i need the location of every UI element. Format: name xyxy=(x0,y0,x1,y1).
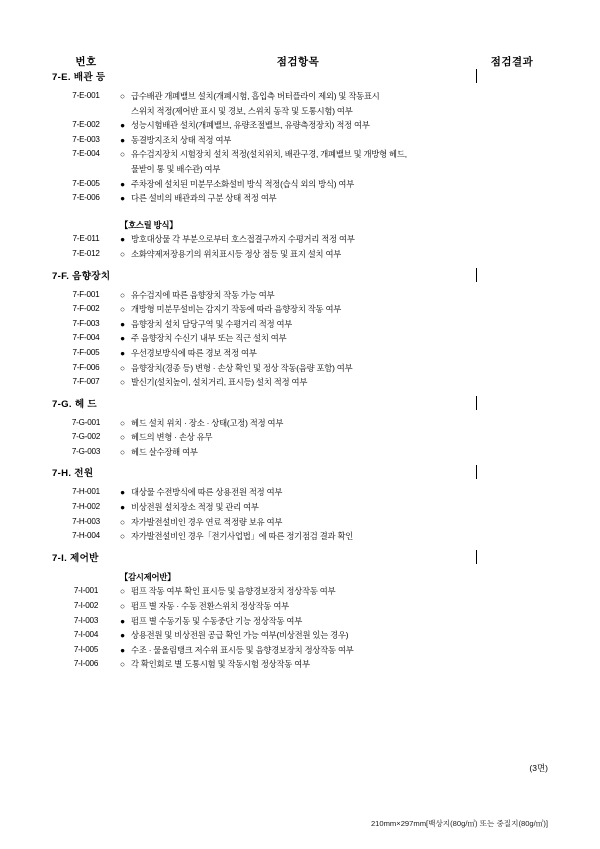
item-subheading: 【호스릴 방식】 xyxy=(120,219,178,230)
inspection-table xyxy=(52,54,548,678)
item-text-span: 펌프 작동 여부 확인 표시등 및 음향경보장치 정상작동 여부 xyxy=(131,586,336,597)
item-number: 7-I-001 xyxy=(73,586,99,596)
item-text-span: 스위치 적정(제어반 표시 및 경보, 스위치 동작 및 도통시험) 여부 xyxy=(131,105,353,116)
item-number: 7-F-007 xyxy=(72,377,100,387)
open-circle-icon: ○ xyxy=(120,304,125,315)
paper-spec-note: 210mm×297mm[백상지(80g/㎡) 또는 중질지(80g/㎡)] xyxy=(370,819,548,828)
spacer xyxy=(52,218,120,233)
result-cell[interactable] xyxy=(476,410,548,466)
column-header-result: 점검결과 xyxy=(490,56,534,68)
open-circle-icon: ○ xyxy=(120,91,125,101)
filled-circle-icon: ● xyxy=(120,234,125,245)
item-text-span: 자가발전설비인 경우「전기사업법」에 따른 정기점검 결과 확인 xyxy=(131,531,354,542)
item-text-span: 주차장에 설치된 미분무소화설비 방식 적정(습식 외의 방식) 여부 xyxy=(131,178,355,189)
item-text xyxy=(120,147,476,162)
filled-circle-icon: ● xyxy=(120,644,125,655)
item-number: 7-I-006 xyxy=(73,659,99,669)
item-text xyxy=(120,375,476,390)
item-text-cell xyxy=(120,212,476,268)
item-number: 7-H-004 xyxy=(72,531,100,541)
item-text-span: 헤드의 변형 · 손상 유무 xyxy=(131,432,213,443)
item-number: 7-F-003 xyxy=(72,318,100,328)
item-text-span: 헤드 살수장해 여부 xyxy=(131,446,198,457)
item-number: 7-E-004 xyxy=(72,149,100,159)
section-title: 7-I. 제어반 xyxy=(52,550,476,564)
section-result-cell xyxy=(476,396,548,410)
filled-circle-icon: ● xyxy=(120,134,125,145)
item-text xyxy=(120,317,476,332)
filled-circle-icon: ● xyxy=(120,487,125,498)
item-number: 7-H-003 xyxy=(72,516,100,526)
filled-circle-icon: ● xyxy=(120,333,125,344)
section-result-cell xyxy=(476,268,548,282)
item-text-continuation xyxy=(120,162,476,177)
item-text xyxy=(120,445,476,460)
spacer xyxy=(120,672,476,678)
item-number: 7-G-002 xyxy=(71,432,101,442)
item-text-span: 우선경보방식에 따른 경보 적정 여부 xyxy=(131,347,257,358)
spacer xyxy=(52,672,120,678)
item-number: 7-F-006 xyxy=(72,362,100,372)
filled-circle-icon: ● xyxy=(120,318,125,329)
item-text xyxy=(120,232,476,247)
item-text-span: 물받이 통 및 배수관) 여부 xyxy=(131,163,221,174)
item-number: 7-E-012 xyxy=(72,248,100,258)
result-cell[interactable] xyxy=(476,83,548,212)
item-text xyxy=(120,133,476,148)
open-circle-icon: ○ xyxy=(120,362,125,373)
item-text xyxy=(120,89,476,104)
item-text-span: 개방형 미분무설비는 감지기 작동에 따라 음향장치 작동 여부 xyxy=(131,304,342,315)
item-number: 7-F-002 xyxy=(72,304,100,314)
item-text-span: 비상전원 설치장소 적정 및 관리 여부 xyxy=(131,502,259,513)
filled-circle-icon: ● xyxy=(120,193,125,204)
section-title: 7-F. 음향장치 xyxy=(52,268,476,282)
inspection-sheet xyxy=(52,54,548,678)
item-text xyxy=(120,657,476,672)
item-number: 7-I-005 xyxy=(73,644,99,654)
column-header-number: 번호 xyxy=(75,56,97,68)
item-text-continuation xyxy=(120,104,476,119)
item-text-cell xyxy=(120,410,476,466)
item-text xyxy=(120,529,476,544)
item-number: 7-E-001 xyxy=(72,91,100,100)
item-text xyxy=(120,416,476,431)
item-text xyxy=(120,584,476,599)
open-circle-icon: ○ xyxy=(120,601,125,612)
item-text xyxy=(120,331,476,346)
item-number-cell xyxy=(52,479,120,549)
item-number: 7-I-004 xyxy=(73,630,99,640)
item-text xyxy=(120,247,476,262)
section-title-row xyxy=(52,396,548,410)
filled-circle-icon: ● xyxy=(120,347,125,358)
item-text xyxy=(120,430,476,445)
item-number: 7-I-002 xyxy=(73,601,99,611)
item-number: 7-E-005 xyxy=(72,178,100,188)
item-text xyxy=(120,485,476,500)
section-title-row xyxy=(52,268,548,282)
table-header-row xyxy=(52,54,548,69)
section-result-cell xyxy=(476,465,548,479)
item-text-span: 유수검지장치 시험장치 설치 적정(설치위치, 배관구경, 개폐밸브 및 개방형 헤드, xyxy=(131,149,407,160)
spacer xyxy=(52,104,120,119)
open-circle-icon: ○ xyxy=(120,446,125,457)
item-text-span: 각 확인회로 별 도통시험 및 작동시험 정상작동 여부 xyxy=(131,659,310,670)
item-text xyxy=(120,118,476,133)
item-text-span: 다른 설비의 배관과의 구분 상태 적정 여부 xyxy=(131,193,277,204)
spacer xyxy=(52,570,120,585)
item-number: 7-H-001 xyxy=(72,487,100,497)
item-text-span: 주 음향장치 수신기 내부 또는 직근 설치 여부 xyxy=(131,333,287,344)
item-text xyxy=(120,302,476,317)
item-number-cell xyxy=(52,410,120,466)
item-text xyxy=(120,361,476,376)
table-body xyxy=(52,69,548,678)
section-title: 7-E. 배관 등 xyxy=(52,69,476,83)
section-title-row xyxy=(52,465,548,479)
open-circle-icon: ○ xyxy=(120,516,125,527)
item-text-span: 발신기(설치높이, 설치거리, 표시등) 설치 적정 여부 xyxy=(131,377,308,388)
item-text-span: 방호대상물 각 부분으로부터 호스접결구까지 수평거리 적정 여부 xyxy=(131,234,355,245)
item-text xyxy=(120,599,476,614)
open-circle-icon: ○ xyxy=(120,531,125,542)
item-text-cell xyxy=(120,282,476,396)
item-text-span: 대상물 수전방식에 따른 상용전원 적정 여부 xyxy=(131,487,283,498)
item-group-row xyxy=(52,410,548,466)
item-text-span: 수조 · 물올림탱크 저수위 표시등 및 음향경보장치 정상작동 여부 xyxy=(131,644,354,655)
item-number: 7-G-001 xyxy=(71,417,101,427)
result-cell[interactable] xyxy=(476,282,548,396)
section-title: 7-H. 전원 xyxy=(52,465,476,479)
item-text-span: 상용전원 및 비상전원 공급 확인 가능 여부(비상전원 있는 경우) xyxy=(131,630,349,641)
item-text-cell xyxy=(120,83,476,212)
item-group-row xyxy=(52,479,548,549)
column-header-item: 점검항목 xyxy=(276,56,320,68)
result-cell[interactable] xyxy=(476,212,548,268)
filled-circle-icon: ● xyxy=(120,502,125,513)
spacer xyxy=(52,162,120,177)
item-number-cell xyxy=(52,282,120,396)
item-number: 7-F-005 xyxy=(72,347,100,357)
section-title: 7-G. 헤 드 xyxy=(52,396,476,410)
item-subheading: 【감시제어반】 xyxy=(120,571,176,582)
filled-circle-icon: ● xyxy=(120,120,125,131)
open-circle-icon: ○ xyxy=(120,289,125,300)
item-text-span: 펌프 별 수동기동 및 수동중단 기능 정상작동 여부 xyxy=(131,615,303,626)
item-number: 7-E-003 xyxy=(72,134,100,144)
item-text-span: 펌프 별 자동 · 수동 전환스위치 정상작동 여부 xyxy=(131,601,289,612)
item-text-span: 헤드 설치 위치 · 장소 · 상태(고정) 적정 여부 xyxy=(131,417,284,428)
item-number: 7-E-002 xyxy=(72,120,100,130)
section-title-row xyxy=(52,550,548,564)
item-text xyxy=(120,500,476,515)
section-result-cell xyxy=(476,550,548,564)
item-group-row xyxy=(52,564,548,678)
item-text xyxy=(120,288,476,303)
open-circle-icon: ○ xyxy=(120,377,125,388)
item-text-cell xyxy=(120,479,476,549)
item-text xyxy=(120,346,476,361)
filled-circle-icon: ● xyxy=(120,630,125,641)
section-title-row xyxy=(52,69,548,83)
item-text-span: 음향장치(경종 등) 변형 · 손상 확인 및 정상 작동(음량 포함) 여부 xyxy=(131,362,353,373)
item-text xyxy=(120,643,476,658)
item-text-span: 성능시험배관 설치(개폐밸브, 유량조절밸브, 유량측정장치) 적정 여부 xyxy=(131,120,370,131)
filled-circle-icon: ● xyxy=(120,615,125,626)
item-number-cell xyxy=(52,564,120,678)
item-number: 7-H-002 xyxy=(72,502,100,512)
item-text xyxy=(120,191,476,206)
open-circle-icon: ○ xyxy=(120,432,125,443)
open-circle-icon: ○ xyxy=(120,417,125,428)
item-number: 7-E-011 xyxy=(72,234,100,244)
section-result-cell xyxy=(476,69,548,83)
item-number-cell xyxy=(52,83,120,212)
open-circle-icon: ○ xyxy=(120,659,125,670)
item-number-cell xyxy=(52,212,120,268)
item-text xyxy=(120,515,476,530)
item-text-span: 동결방지조치 상태 적정 여부 xyxy=(131,134,232,145)
item-text-span: 급수배관 개폐밸브 설치(개폐시험, 흡입측 버터플라이 제외) 및 작동표시 xyxy=(131,91,380,101)
item-group-row xyxy=(52,212,548,268)
item-text xyxy=(120,628,476,643)
item-text-span: 유수검지에 따른 음향장치 작동 가능 여부 xyxy=(131,289,275,300)
item-group-row xyxy=(52,282,548,396)
item-group-row xyxy=(52,83,548,212)
result-cell[interactable] xyxy=(476,564,548,678)
filled-circle-icon: ● xyxy=(120,178,125,189)
item-number: 7-F-001 xyxy=(72,289,100,299)
page-number: (3면) xyxy=(529,763,548,773)
item-text xyxy=(120,177,476,192)
open-circle-icon: ○ xyxy=(120,586,125,597)
item-number: 7-E-006 xyxy=(72,193,100,203)
open-circle-icon: ○ xyxy=(120,248,125,259)
item-text-span: 음향장치 설치 담당구역 및 수평거리 적정 여부 xyxy=(131,318,293,329)
open-circle-icon: ○ xyxy=(120,149,125,160)
item-text-cell xyxy=(120,564,476,678)
item-number: 7-G-003 xyxy=(71,446,101,456)
item-number: 7-I-003 xyxy=(73,615,99,625)
item-text-span: 자가발전설비인 경우 연료 적정량 보유 여부 xyxy=(131,516,283,527)
item-text-span: 소화약제저장용기의 위치표시등 정상 점등 및 표지 설치 여부 xyxy=(131,248,342,259)
item-text xyxy=(120,614,476,629)
result-cell[interactable] xyxy=(476,479,548,549)
item-number: 7-F-004 xyxy=(72,333,100,343)
